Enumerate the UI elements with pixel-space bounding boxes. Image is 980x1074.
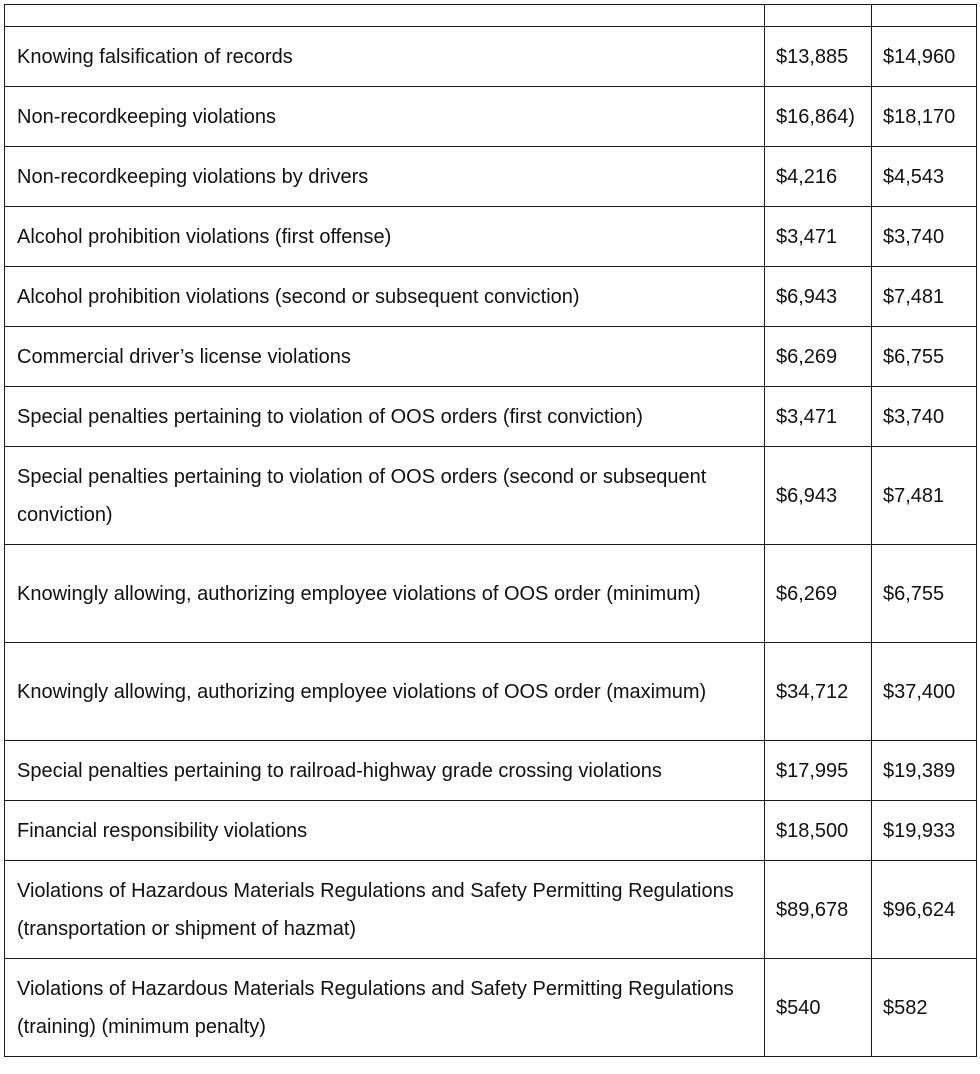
previous-penalty: $16,864) xyxy=(765,87,872,147)
violation-description: Financial responsibility violations xyxy=(5,801,765,861)
current-penalty: $14,960 xyxy=(872,27,977,87)
current-penalty: $18,170 xyxy=(872,87,977,147)
violation-description: Violations of Hazardous Materials Regulations and Safety Permitting Regulations (training) (minimum penalty) xyxy=(5,959,765,1057)
previous-penalty: $3,471 xyxy=(765,387,872,447)
table-row xyxy=(5,147,977,207)
header-cell-description xyxy=(5,5,765,27)
table-row xyxy=(5,207,977,267)
previous-penalty: $6,943 xyxy=(765,447,872,545)
violation-description: Special penalties pertaining to railroad-highway grade crossing violations xyxy=(5,741,765,801)
current-penalty: $96,624 xyxy=(872,861,977,959)
current-penalty: $19,389 xyxy=(872,741,977,801)
violation-description: Special penalties pertaining to violation of OOS orders (second or subsequent conviction) xyxy=(5,447,765,545)
previous-penalty: $18,500 xyxy=(765,801,872,861)
table-row xyxy=(5,801,977,861)
violation-description: Non-recordkeeping violations by drivers xyxy=(5,147,765,207)
previous-penalty: $13,885 xyxy=(765,27,872,87)
current-penalty: $6,755 xyxy=(872,545,977,643)
previous-penalty: $3,471 xyxy=(765,207,872,267)
table-row xyxy=(5,741,977,801)
violation-description: Knowing falsification of records xyxy=(5,27,765,87)
table-row xyxy=(5,387,977,447)
header-cell-previous xyxy=(765,5,872,27)
table-row xyxy=(5,87,977,147)
current-penalty: $7,481 xyxy=(872,267,977,327)
table-row xyxy=(5,643,977,741)
previous-penalty: $34,712 xyxy=(765,643,872,741)
current-penalty: $3,740 xyxy=(872,387,977,447)
violation-description: Commercial driver’s license violations xyxy=(5,327,765,387)
current-penalty: $4,543 xyxy=(872,147,977,207)
current-penalty: $37,400 xyxy=(872,643,977,741)
current-penalty: $7,481 xyxy=(872,447,977,545)
violation-description: Alcohol prohibition violations (first offense) xyxy=(5,207,765,267)
current-penalty: $3,740 xyxy=(872,207,977,267)
previous-penalty: $4,216 xyxy=(765,147,872,207)
violation-description: Knowingly allowing, authorizing employee violations of OOS order (maximum) xyxy=(5,643,765,741)
current-penalty: $6,755 xyxy=(872,327,977,387)
table-row xyxy=(5,861,977,959)
previous-penalty: $6,269 xyxy=(765,327,872,387)
violation-description: Alcohol prohibition violations (second or subsequent conviction) xyxy=(5,267,765,327)
violation-description: Non-recordkeeping violations xyxy=(5,87,765,147)
penalty-table xyxy=(4,4,977,1057)
table-row xyxy=(5,327,977,387)
current-penalty: $19,933 xyxy=(872,801,977,861)
violation-description: Knowingly allowing, authorizing employee violations of OOS order (minimum) xyxy=(5,545,765,643)
table-row xyxy=(5,27,977,87)
previous-penalty: $89,678 xyxy=(765,861,872,959)
previous-penalty: $6,943 xyxy=(765,267,872,327)
violation-description: Violations of Hazardous Materials Regulations and Safety Permitting Regulations (transportation or shipment of hazmat) xyxy=(5,861,765,959)
table-row xyxy=(5,267,977,327)
header-cell-current xyxy=(872,5,977,27)
table-row xyxy=(5,447,977,545)
previous-penalty: $17,995 xyxy=(765,741,872,801)
table-row xyxy=(5,959,977,1057)
current-penalty: $582 xyxy=(872,959,977,1057)
table-row xyxy=(5,545,977,643)
table-header-row xyxy=(5,5,977,27)
previous-penalty: $540 xyxy=(765,959,872,1057)
violation-description: Special penalties pertaining to violation of OOS orders (first conviction) xyxy=(5,387,765,447)
previous-penalty: $6,269 xyxy=(765,545,872,643)
